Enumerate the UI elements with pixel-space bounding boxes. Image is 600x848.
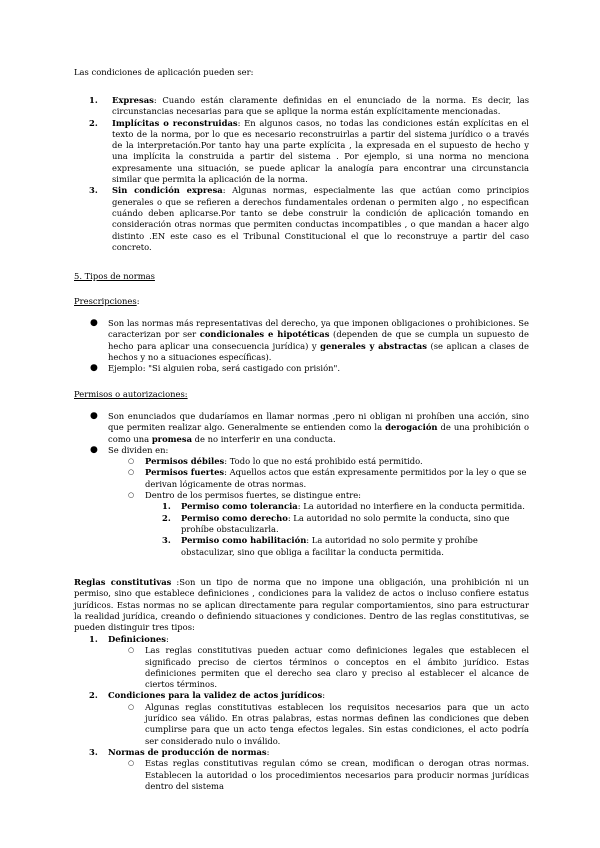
- reglas-paragraph: Reglas constitutivas :Son un tipo de norma que no impone una obligación, una prohibición ni un permiso, sino que establece definiciones , condiciones para la validez de actos o incluso confiere estatus jurídicos. Estas normas no se aplican directamente para regular comportamientos, sino para estructurar la realidad jurídica, creando o definiendo situaciones y condiciones. Dentro de las reglas constitutivas, se pueden distinguir tres tipos:: [74, 577, 529, 633]
- term-text: : En algunos casos, no todas las condiciones están explícitas en el texto de la norma, por lo que es necesario reconstruirlas a partir del sistema jurídico o a través de la interpretación.Por tanto hay una parte explícita , la expresada en el supuesto de hecho y una implícita la construida a partir del sistema . Por ejemplo, si una norma no menciona expresamente una situación, se puede aplicar la analogía para encontrar una circunstancia similar que permita la aplicación de la norma.: [112, 117, 529, 185]
- circle-bullet-icon: ○: [128, 759, 135, 768]
- list-number: 3.: [89, 185, 98, 196]
- list-item: ● Son las normas más representativas del derecho, ya que imponen obligaciones o prohibiciones. Se caracterizan por ser condicionales e hipotéticas (dependen de que se cumpla un supuesto de hecho para aplicar una consecuencia jurídica) y generales y abstractas (se aplican a clases de hechos y no a situaciones específicas).: [90, 318, 529, 362]
- sub-list-item: ○ Estas reglas constitutivas regulan cómo se crean, modifican o derogan otras normas. Establecen la autoridad o los procedimientos necesarios para producir normas jurídicas dentro del sistema: [128, 758, 529, 791]
- condition-item: [74, 95, 529, 118]
- list-item: ● Ejemplo: "Si alguien roba, será castigado con prisión".: [90, 363, 341, 374]
- permisos-heading: Permisos o autorizaciones:: [74, 389, 188, 399]
- term-label: Sin condición expresa: [112, 185, 223, 196]
- bullet-icon: ●: [90, 444, 98, 455]
- list-item: ● Se dividen en:: [90, 444, 169, 455]
- list-item: 2. Condiciones para la validez de actos jurídicos:: [89, 690, 326, 701]
- condition-item: [74, 185, 529, 253]
- bullet-icon: ●: [90, 363, 98, 374]
- reglas-list: [74, 634, 529, 792]
- section-title: 5. Tipos de normas: [74, 271, 155, 281]
- circle-bullet-icon: ○: [128, 491, 135, 500]
- condition-item: [74, 118, 529, 186]
- numbered-sub-item: 1. Permiso como tolerancia: La autoridad no interfiere en la conducta permitida.: [162, 501, 525, 512]
- circle-bullet-icon: ○: [128, 457, 135, 466]
- circle-bullet-icon: ○: [128, 468, 135, 477]
- sub-list-item: ○ Dentro de los permisos fuertes, se distingue entre:: [128, 490, 361, 501]
- prescripciones-heading: Prescripciones:: [74, 296, 140, 306]
- bullet-icon: ●: [90, 318, 98, 328]
- list-number: 2.: [89, 117, 98, 128]
- term-label: Implícitas o reconstruidas: [112, 117, 238, 128]
- numbered-sub-item: 3. Permiso como habilitación: La autoridad no solo permite y prohíbe obstaculizar, sino que obliga a facilitar la conducta permitida.: [162, 535, 478, 557]
- circle-bullet-icon: ○: [128, 702, 135, 711]
- list-item: ● Son enunciados que dudaríamos en llamar normas ,pero ni obligan ni prohíben una acción, sino que permiten realizar algo. Generalmente se entienden como la derogación de una prohibición o como una promesa de no interferir en una conducta.: [90, 411, 529, 444]
- term-label: Expresas: [112, 95, 154, 105]
- document-page: [74, 0, 529, 848]
- list-number: 1.: [89, 95, 98, 105]
- intro-line: Las condiciones de aplicación pueden ser:: [74, 67, 254, 77]
- list-item: 1. Definiciones:: [89, 634, 169, 644]
- bullet-icon: ●: [90, 411, 98, 421]
- term-text: : Algunas normas, especialmente las que actúan como principios generales o que se refieren a derechos fundamentales ordenan o permiten algo , no especifican cuándo deben aplicarse.Por tanto se debe construir la condición de aplicación tomando en consideración otras normas que permiten conductas incompatibles , o que mandan a hacer algo distinto .EN este caso es el Tribunal Constitucional el que lo reconstruye a partir del caso concreto.: [112, 185, 529, 252]
- permisos-list: [74, 411, 529, 558]
- circle-bullet-icon: ○: [128, 646, 135, 655]
- sub-list-item: ○ Las reglas constitutivas pueden actuar como definiciones legales que establecen el significado preciso de ciertos términos o conceptos en el ámbito jurídico. Estas definiciones permiten que el derecho sea claro y preciso al establecer el alcance de ciertos términos.: [128, 645, 529, 690]
- term-text: : Cuando están claramente definidas en el enunciado de la norma. Es decir, las circunstancias necesarias para que se aplique la norma están explícitamente mencionadas.: [112, 95, 529, 117]
- sub-list-item: ○ Permisos fuertes: Aquellos actos que están expresamente permitidos por la ley o que se derivan lógicamente de otras normas.: [128, 467, 527, 489]
- list-item: 3. Normas de producción de normas:: [89, 746, 270, 757]
- sub-list-item: ○ Algunas reglas constitutivas establecen los requisitos necesarios para que un acto jurídico sea válido. En otras palabras, estas normas definen las condiciones que deben cumplirse para que un acto tenga efectos legales. Sin estas condiciones, el acto podría ser considerado nulo o inválido.: [128, 701, 529, 746]
- conditions-list: [74, 95, 529, 253]
- numbered-sub-item: 2. Permiso como derecho: La autoridad no solo permite la conducta, sino que prohíbe obstaculizarla.: [162, 512, 510, 534]
- prescripciones-list: [74, 318, 529, 374]
- sub-list-item: ○ Permisos débiles: Todo lo que no está prohibido está permitido.: [128, 456, 423, 467]
